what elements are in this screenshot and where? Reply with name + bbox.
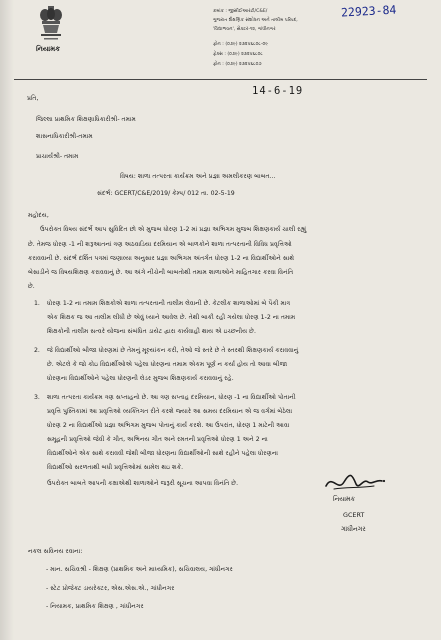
- letterhead-line: ફેક્સ : (૦૭૯) ૨૩૨૫૬૮૦૮: [213, 52, 263, 57]
- point-line: ધોરણ 2 ના વિદ્યાર્થીઓ પ્રજ્ઞા અભિગમ મુજબ પોતાનું કાર્ય કરશે. આ ઉપરાંત, ધોરણ 1 માટેની આવા: [47, 422, 290, 429]
- organization-name: નિયામક: [36, 45, 61, 53]
- salutation: મહોદય,: [28, 212, 49, 219]
- intro-line: બેસાડીને જ વિષયશિક્ષણ કરાવવાનું છે. આ અંગે નીચેની બાબતોથી તમામ શાળાઓને માહિતગાર કરવા વિનંતિ: [28, 269, 294, 276]
- point-line: શિક્ષકોની તાલીમ સત્વરે યોજના સંબંધિત ડાયેટ દ્વારા કાર્યવાહી થાય એ ઇચ્છનીય છે.: [47, 328, 256, 335]
- signatory-org: GCERT: [343, 511, 365, 519]
- handwritten-signature: [322, 470, 392, 496]
- copy-recipient: - નિયામક, પ્રાથમિક શિક્ષણ , ગાંધીનગર: [46, 603, 144, 610]
- copy-recipient: - સ્ટેટ પ્રોજેક્ટ ડાયરેક્ટર, એસ.એસ.એ., ગાંધીનગર: [46, 585, 175, 592]
- recipient-line: જિલ્લા પ્રાથમિક શિક્ષણાધિકારીશ્રી- તમામ: [36, 116, 136, 123]
- letterhead-line: ફોન : (૦૭૯) ૨૩૨૫૬૮૦૮-૦૯: [213, 42, 269, 47]
- intro-line: કરાવવાની છે. સંદર્ભ દર્શિત પત્રમાં જણાવ્યા અનુસાર પ્રજ્ઞા અભિગમ અંતર્ગત ધોરણ 1-2 ના વિદ્યાર્થીઓને સાથે: [28, 255, 295, 262]
- point-number: 2.: [34, 347, 40, 354]
- letterhead-line: ગુજરાત શૈક્ષણિક સંશોધન અને તાલીમ પરિષદ,: [213, 18, 298, 23]
- point-number: 1.: [34, 300, 40, 307]
- closing-line: ઉપરોક્ત બાબતે આપની કક્ષાએથી શાળાઓને જરૂરી સૂચના આપવા વિનંતિ છે.: [47, 480, 239, 487]
- header-divider: [14, 79, 427, 80]
- point-line: શાળા તત્પરતા કાર્યક્રમ ત્રણ સપ્તાહનો છે. આ ત્રણ સપ્તાહ દરમિયાન, ધોરણ -1 ના વિદ્યાર્થીઓ પોતાની: [47, 394, 296, 401]
- point-line: ધોરણ 1-2 ના તમામ શિક્ષકોએ શાળા તત્પરતાની તાલીમ લેવાની છે. કેટલીક શાળાઓમાં બે પૈકી માત્ર: [47, 300, 291, 307]
- intro-line: છે. તેમજ ધોરણ -1 ની શરૂઆતનાં ત્રણ અઠવાડિયા દરમિયાન એ બાળકોને શાળા તત્પરતાની વિવિધ પ્રવૃત્તિઓ: [28, 241, 292, 248]
- copy-recipient: - માન. સચિવશ્રી - શિક્ષણ (પ્રાથમિક અને માધ્યમિક), સચિવાલય, ગાંધીનગર: [46, 566, 233, 573]
- handwritten-ref-number: 22923-84: [340, 2, 397, 20]
- point-number: 3.: [34, 394, 40, 401]
- letterhead-line: 'વિદ્યાભવન', સેક્ટર-૧૨, ગાંધીનગર: [213, 27, 276, 32]
- point-line: એક શિક્ષક જ આ તાલીમ લીધી છે એવું ધ્યાને આવેલ છે. તેથી બાકી રહી ગયેલા ધોરણ 1-2 ના તમામ: [47, 314, 296, 321]
- intro-line: છે.: [28, 283, 35, 290]
- intro-line: ઉપરોક્ત વિષય સંદર્ભે આપ સુવિદિત છો એ મુજબ ધોરણ 1-2 માં પ્રજ્ઞા અભિગમ મુજબ શિક્ષણકાર્ય ચાલી રહ્યું: [40, 226, 307, 233]
- point-line: પ્રવૃત્તિ પુસ્તિકામાં આ પ્રવૃત્તિઓ વ્યક્તિગત રીતે કરશે જ્યારે આ સમય દરમિયાન એ જ વર્ગમાં બેઠેલા: [47, 408, 293, 415]
- subject-line: વિષય: શાળા તત્પરતા કાર્યક્રમ અને પ્રજ્ઞા અમલીકરણ બાબત...: [120, 173, 276, 180]
- point-line: છે. એટલે કે જો કોઇ વિદ્યાર્થીઓએ પહેલા ધોરણના તમામ એકમ પૂર્ણ ન કર્યા હોય તો આવા બીજા: [47, 361, 288, 368]
- reference-line: સંદર્ભ: GCERT/C&E/2019/ કેમ્પ/ 012 તા. 02-5-19: [97, 190, 235, 197]
- point-line: વિદ્યાર્થીઓને એક સાથે કરાવવી જેથી બીજા ધોરણના વિદ્યાર્થીઓની સાથે રહીને પહેલા ધોરણના: [47, 450, 279, 457]
- recipient-prati: પ્રતિ,: [27, 95, 39, 102]
- recipient-line: પ્રાચાર્યશ્રી- તમામ: [36, 153, 79, 160]
- signatory-title: નિયામક: [333, 495, 356, 503]
- state-emblem-icon: [37, 4, 65, 44]
- recipient-line: શાસનાધિકારીશ્રી-તમામ: [36, 133, 93, 140]
- handwritten-date: 14-6-19: [252, 85, 304, 97]
- signatory-city: ગાંધીનગર: [341, 525, 366, 533]
- point-line: વિદ્યાર્થીઓ સરળતાથી બધી પ્રવૃત્તિઓમાં સામેલ થઇ શકે.: [47, 464, 184, 471]
- letterhead-line: ક્રમાંક : જીસીઈઆરટી/C&E/: [213, 9, 268, 14]
- point-line: સમૂહની પ્રવૃત્તિઓ જેવી કે ગીત, અભિનય ગીત અને રમતની પ્રવૃત્તિઓ ધોરણ 1 અને 2 ના: [47, 436, 268, 443]
- copies-heading: નકલ સવિનય રવાના:: [28, 548, 83, 555]
- letterhead-line: ફોન : (૦૭૯) ૨૩૨૫૬૮૦૭: [213, 62, 262, 67]
- point-line: જે વિદ્યાર્થીઓ બીજા ધોરણમાં છે તેમનું મૂલ્યાંકન કરી, તેઓ જે સ્તરે છે તે સ્તરથી શિક્ષણકાર્ય કરાવવાનું: [47, 347, 299, 354]
- point-line: ધોરણના વિદ્યાર્થીઓને પહેલા ધોરણની લેડર મુજબ શિક્ષણકાર્ય કરાવવાનું રહે.: [47, 375, 234, 382]
